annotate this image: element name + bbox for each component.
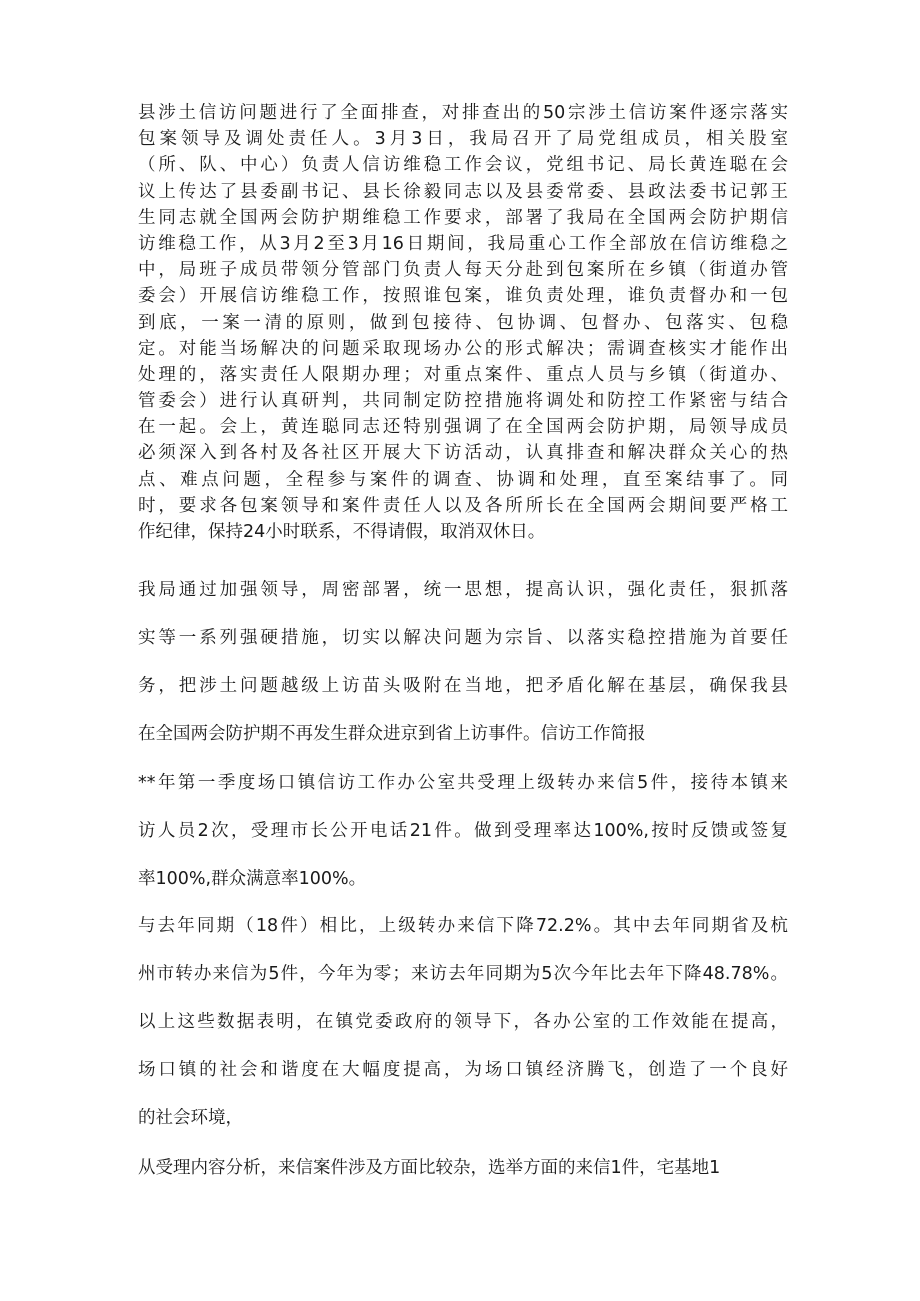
text-line: 生同志就全国两会防护期维稳工作要求，部署了我局在全国两会防护期信	[138, 207, 788, 228]
paragraph-content-analysis	[138, 1144, 788, 1192]
text-line: 访人员2次，受理市长公开电话21件。做到受理率达100%,按时反馈或签复	[138, 821, 788, 841]
text-line: 在一起。会上，黄连聪同志还特别强调了在全国两会防护期，局领导成员	[138, 417, 788, 438]
text-line: 州市转办来信为5件，今年为零；来访去年同期为5次今年比去年下降48.78%。	[138, 964, 788, 984]
text-line: 时，要求各包案领导和案件责任人以及各所所长在全国两会期间要严格工	[138, 495, 788, 516]
text-line: 议上传达了县委副书记、县长徐毅同志以及县委常委、县政法委书记郭王	[138, 181, 788, 202]
text-line: 必须深入到各村及各社区开展大下访活动，认真排查和解决群众关心的热	[138, 443, 788, 464]
text-line: 以上这些数据表明，在镇党委政府的领导下，各办公室的工作效能在提高，	[138, 1012, 788, 1032]
text-line: 实等一系列强硬措施，切实以解决问题为宗旨、以落实稳控措施为首要任	[138, 628, 788, 648]
text-line: **年第一季度场口镇信访工作办公室共受理上级转办来信5件，接待本镇来	[138, 773, 788, 793]
text-line: 点、难点问题，全程参与案件的调查、协调和处理，直至案结事了。同	[138, 469, 788, 490]
paragraph-petition-meeting	[138, 100, 788, 545]
text-line: 与去年同期（18件）相比，上级转办来信下降72.2%。其中去年同期省及杭	[138, 916, 788, 936]
text-line: 中，局班子成员带领分管部门负责人每天分赴到包案所在乡镇（街道办管	[138, 260, 788, 281]
text-line: 我局通过加强领导，周密部署，统一思想，提高认识，强化责任，狠抓落	[138, 580, 788, 600]
paragraph-measures	[138, 566, 788, 758]
text-line: 从受理内容分析，来信案件涉及方面比较杂，选举方面的来信1件，宅基地1	[138, 1158, 721, 1178]
paragraph-quarter-stats	[138, 759, 788, 903]
text-line: 委会）开展信访维稳工作，按照谁包案，谁负责处理，谁负责督办和一包	[138, 286, 788, 307]
paragraph-year-comparison	[138, 902, 788, 1142]
text-line: 的社会环境，	[138, 1108, 243, 1128]
text-line: 包案领导及调处责任人。3月3日，我局召开了局党组成员，相关股室	[138, 129, 788, 150]
text-line: 管委会）进行认真研判，共同制定防控措施将调处和防控工作紧密与结合	[138, 391, 788, 412]
text-line: 场口镇的社会和谐度在大幅度提高，为场口镇经济腾飞，创造了一个良好	[138, 1060, 788, 1080]
text-line: 作纪律，保持24小时联系，不得请假，取消双休日。	[138, 522, 546, 542]
text-line: 县涉土信访问题进行了全面排查，对排查出的50宗涉土信访案件逐宗落实	[138, 103, 788, 123]
text-line: 处理的，落实责任人限期办理；对重点案件、重点人员与乡镇（街道办、	[138, 364, 788, 385]
text-line: 务，把涉土问题越级上访苗头吸附在当地，把矛盾化解在基层，确保我县	[138, 676, 788, 696]
text-line: 率100%,群众满意率100%。	[138, 869, 367, 889]
text-line: （所、队、中心）负责人信访维稳工作会议，党组书记、局长黄连聪在会	[138, 155, 788, 176]
text-line: 在全国两会防护期不再发生群众进京到省上访事件。信访工作简报	[138, 724, 646, 744]
text-line: 定。对能当场解决的问题采取现场办公的形式解决；需调查核实才能作出	[138, 338, 788, 359]
text-line: 访维稳工作，从3月2至3月16日期间，我局重心工作全部放在信访维稳之	[138, 233, 788, 254]
text-line: 到底，一案一清的原则，做到包接待、包协调、包督办、包落实、包稳	[138, 312, 788, 333]
